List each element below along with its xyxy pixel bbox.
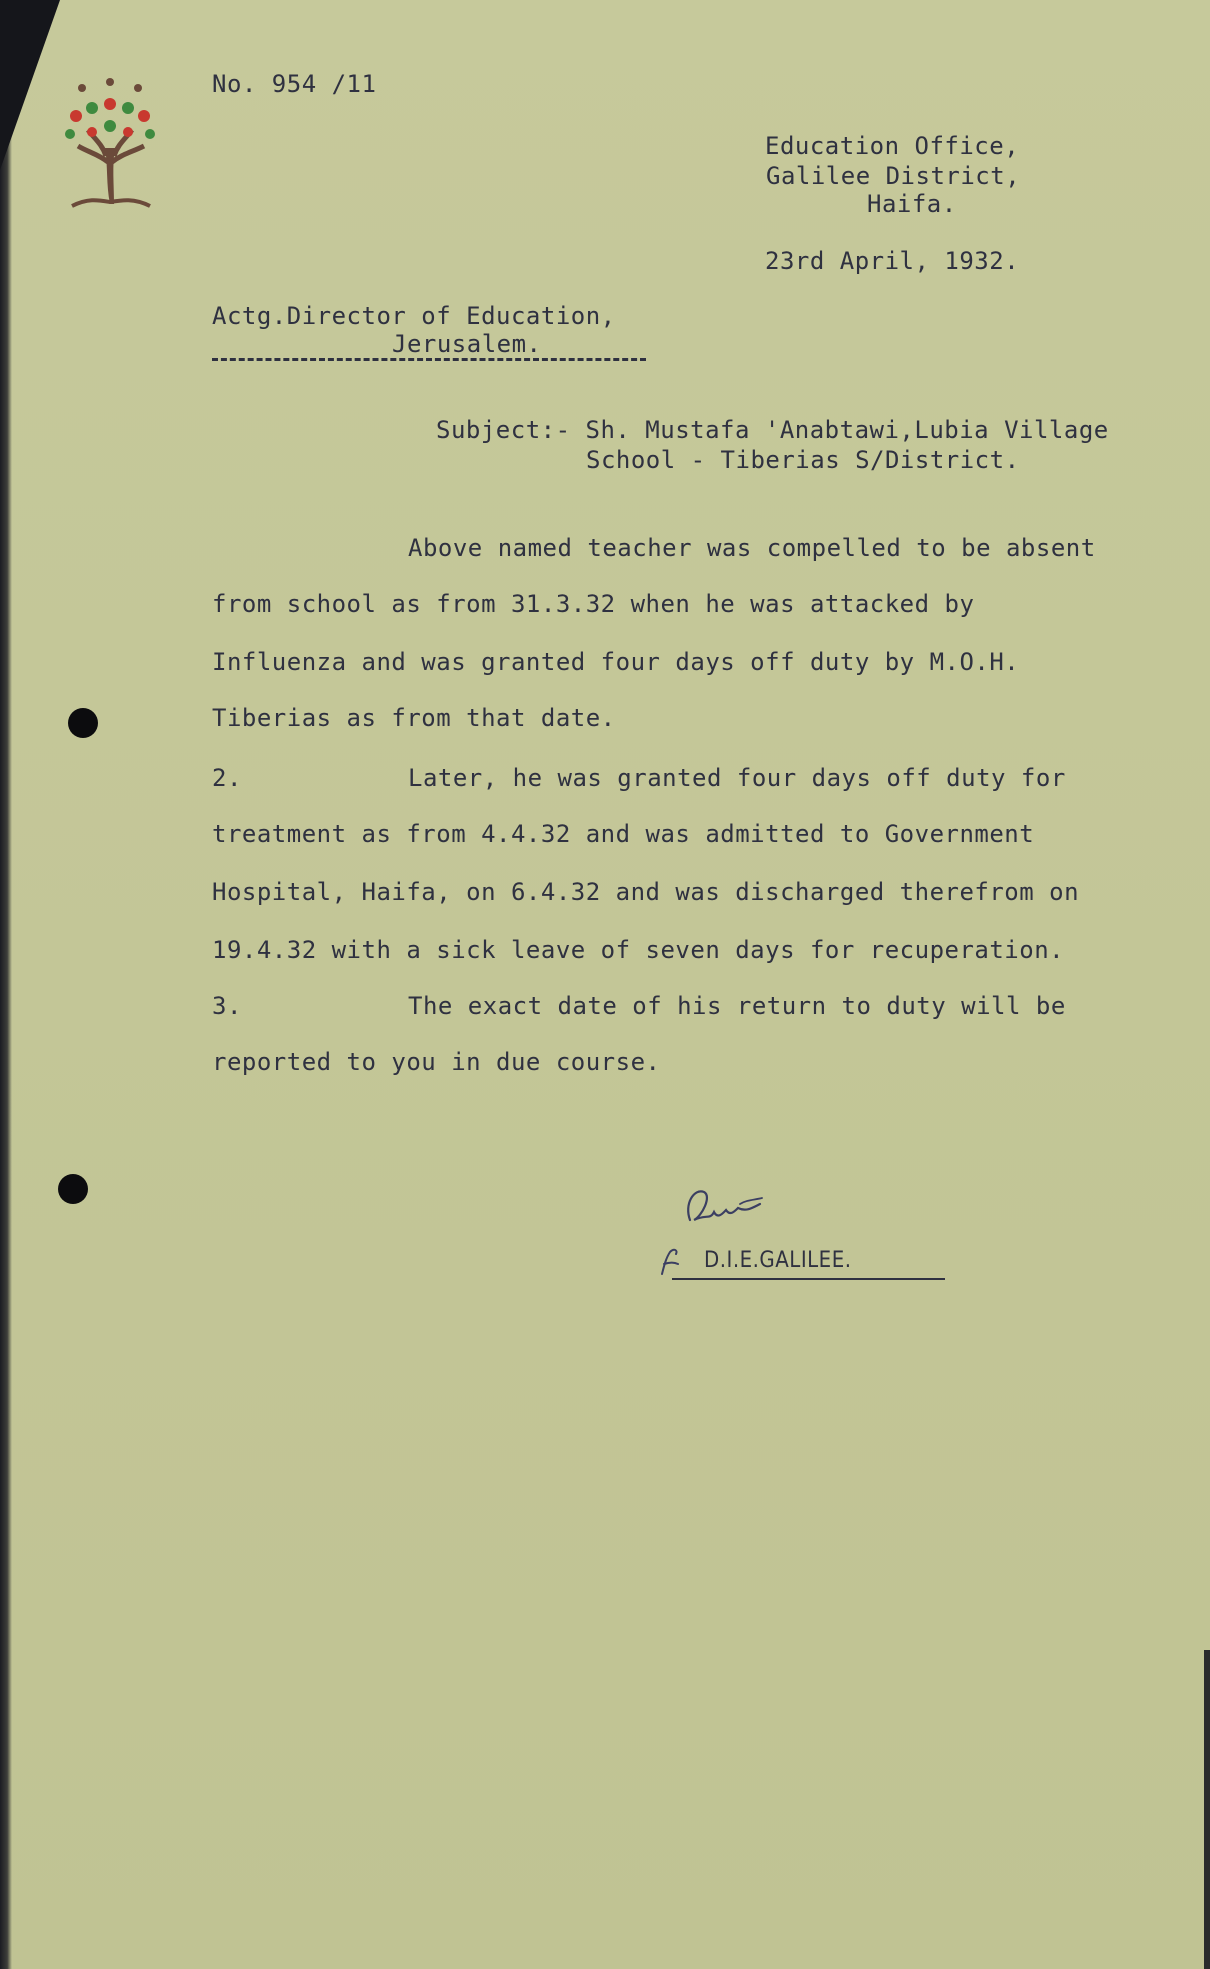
paragraph1-line2: from school as from 31.3.32 when he was attacked by (212, 590, 975, 618)
signature-title: D.I.E.GALILEE. (704, 1248, 852, 1273)
reference-number: No. 954 /11 (212, 70, 377, 98)
subject-line1: Subject:- Sh. Mustafa 'Anabtawi,Lubia Village (436, 416, 1109, 444)
paragraph3-number: 3. (212, 992, 242, 1020)
office-address-line3: Haifa. (867, 190, 957, 218)
scan-right-edge (1204, 1650, 1210, 1969)
scan-corner-shadow (0, 0, 60, 170)
addressee-line1: Actg.Director of Education, (212, 302, 616, 330)
letter-date: 23rd April, 1932. (765, 247, 1020, 275)
office-address-line2: Galilee District, (766, 162, 1021, 190)
handwritten-initials-signature (680, 1182, 776, 1232)
paragraph1-line3: Influenza and was granted four days off duty by M.O.H. (212, 648, 1020, 676)
subject-line2: School - Tiberias S/District. (586, 446, 1020, 474)
paragraph2-line2: treatment as from 4.4.32 and was admitted to Government (212, 820, 1035, 848)
handwritten-for-mark (656, 1246, 686, 1276)
paragraph1-line4: Tiberias as from that date. (212, 704, 616, 732)
paragraph2-line3: Hospital, Haifa, on 6.4.32 and was discharged therefrom on (212, 878, 1080, 906)
paragraph2-number: 2. (212, 764, 242, 792)
punch-hole-lower (58, 1174, 88, 1204)
tree-people-logo-icon (58, 74, 162, 210)
signature-underline (672, 1278, 945, 1280)
paragraph3-line2: reported to you in due course. (212, 1048, 661, 1076)
scan-left-edge (0, 0, 12, 1969)
addressee-underline (212, 358, 646, 361)
addressee-line2: Jerusalem. (392, 330, 542, 358)
paragraph2-line1: Later, he was granted four days off duty for (408, 764, 1066, 792)
punch-hole-upper (68, 708, 98, 738)
paragraph3-line1: The exact date of his return to duty will be (408, 992, 1066, 1020)
paragraph1-line1: Above named teacher was compelled to be absent (408, 534, 1096, 562)
paragraph2-line4: 19.4.32 with a sick leave of seven days for recuperation. (212, 936, 1065, 964)
office-address-line1: Education Office, (765, 132, 1020, 160)
